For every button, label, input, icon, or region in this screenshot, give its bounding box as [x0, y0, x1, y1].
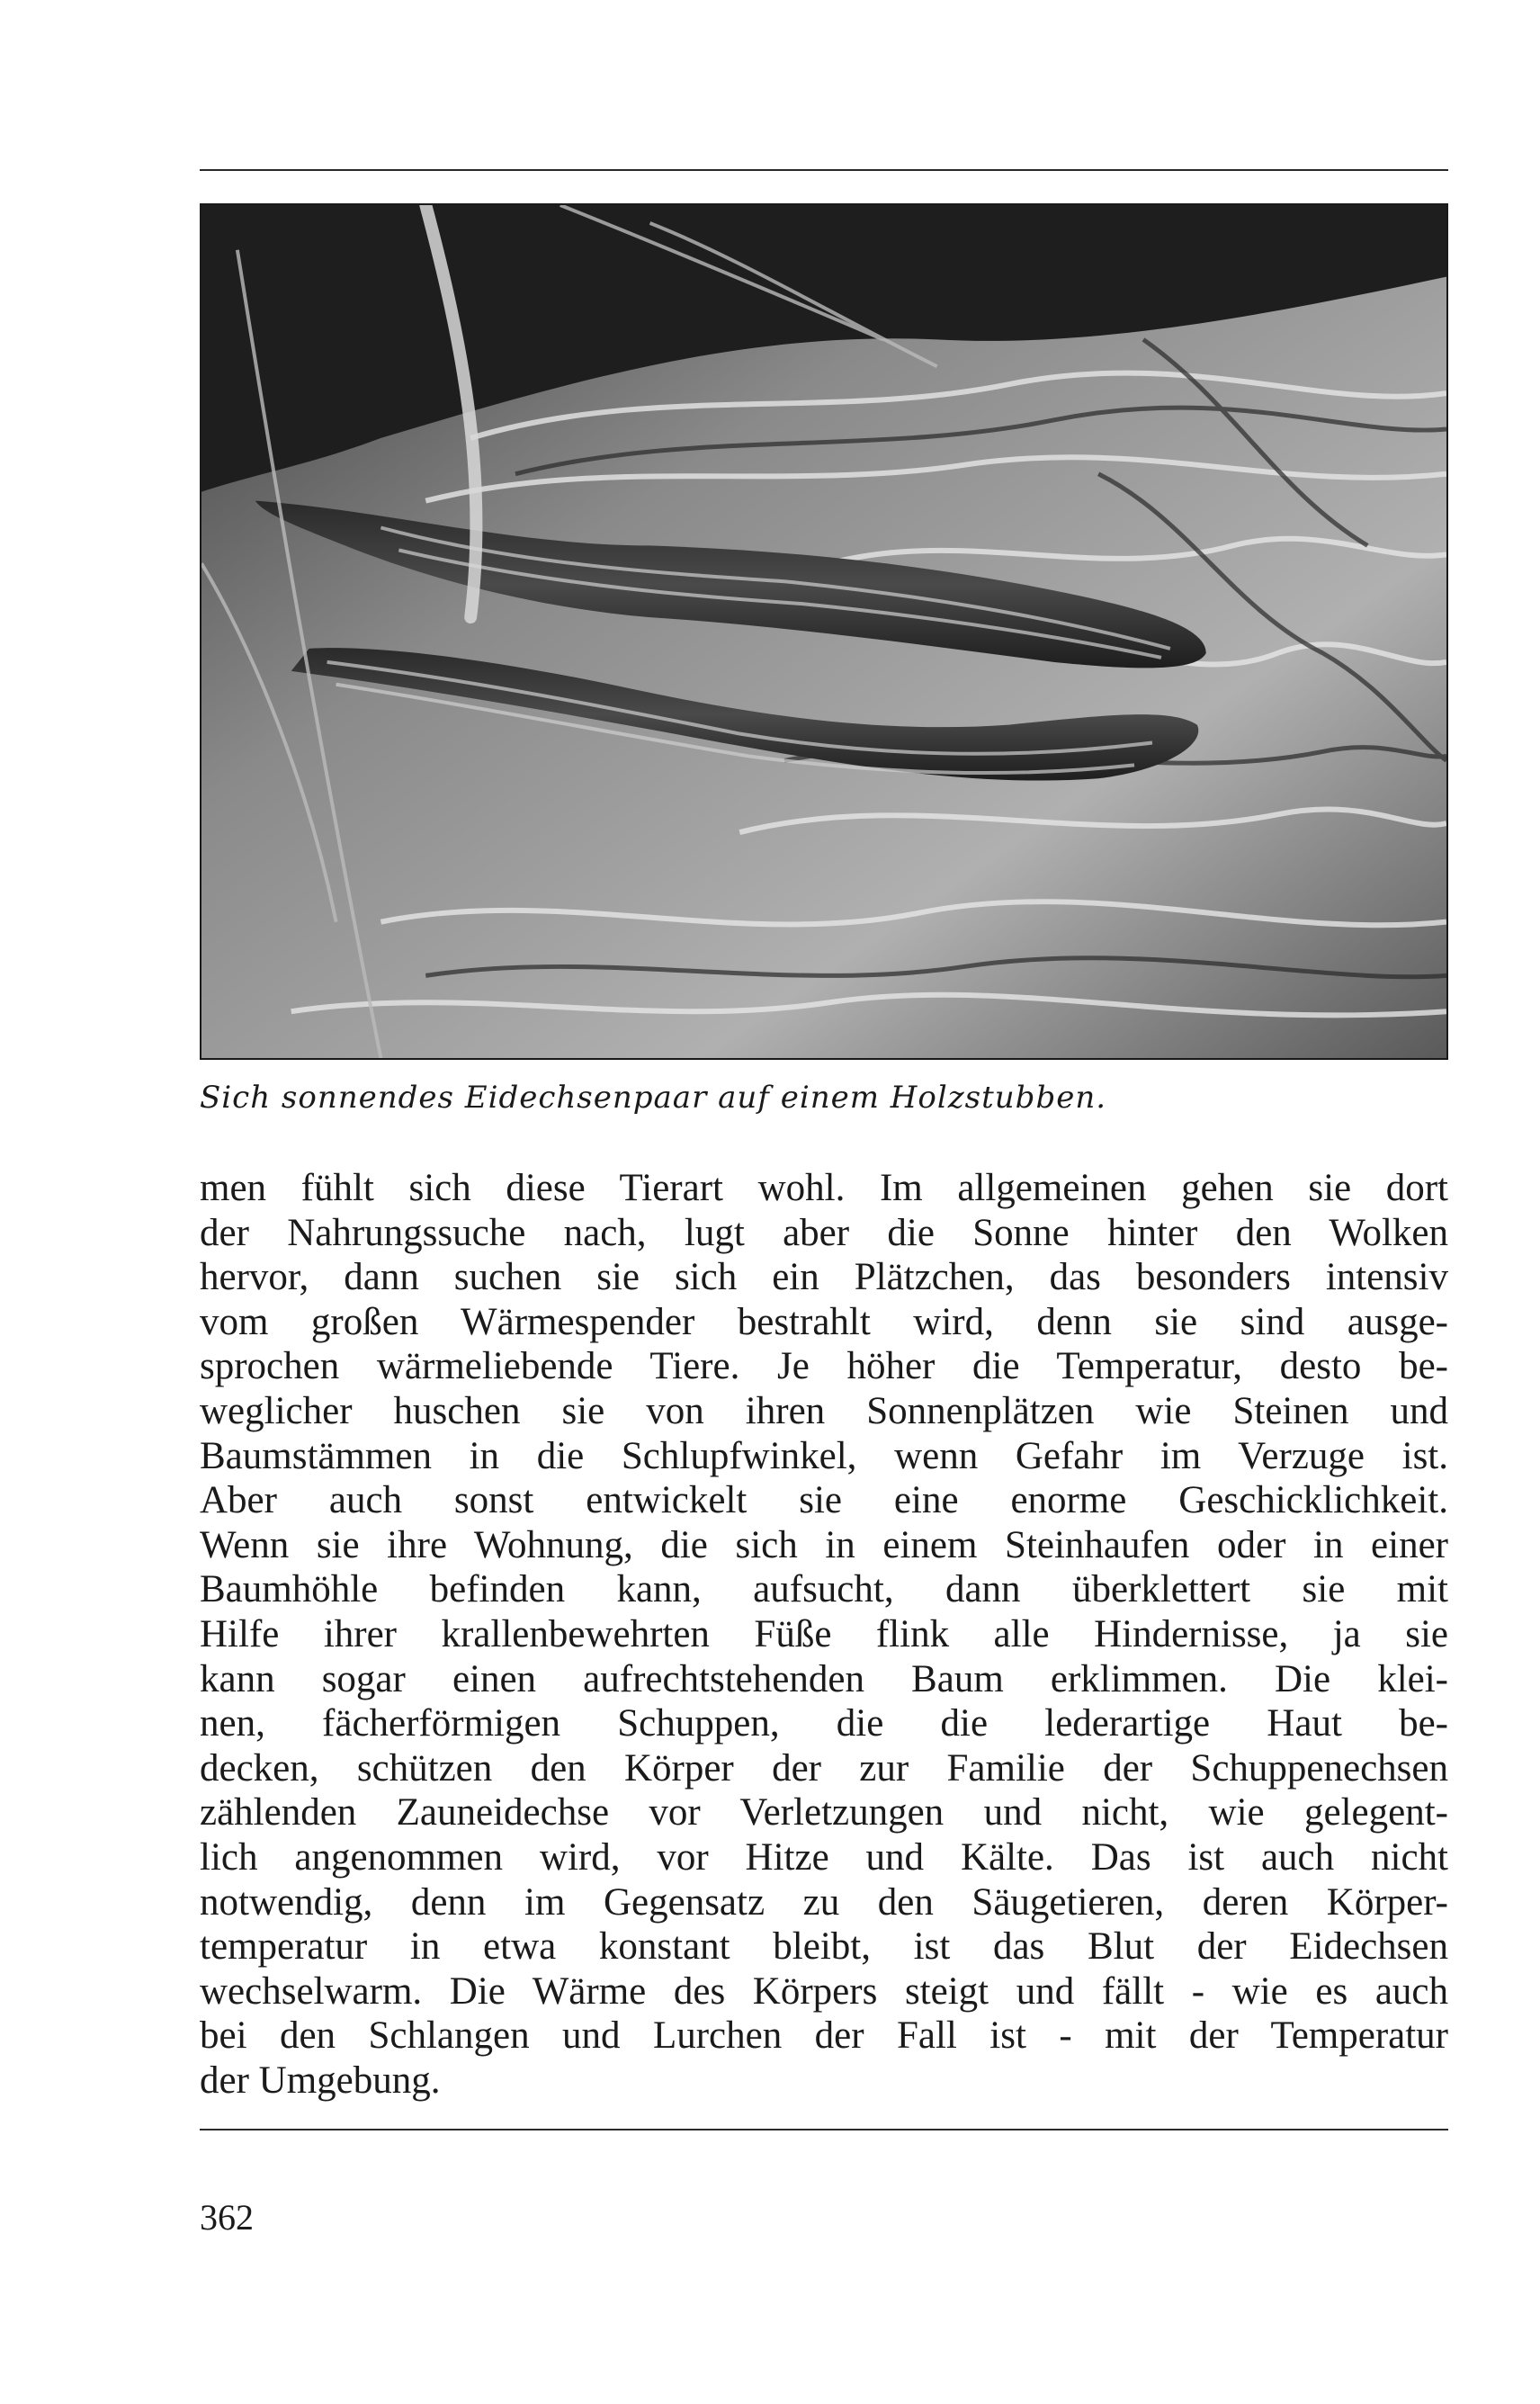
text-line: Wenn sie ihre Wohnung, die sich in einem Steinhaufen oder in einer [200, 1523, 1448, 1566]
text-line: wechselwarm. Die Wärme des Körpers steigt und fällt - wie es auch [200, 1969, 1448, 2013]
text-line: der Umgebung. [200, 2059, 441, 2102]
text-line: decken, schützen den Körper der zur Familie der Schuppenechsen [200, 1746, 1448, 1790]
text-line: Baumhöhle befinden kann, aufsucht, dann überklettert sie mit [200, 1568, 1448, 1611]
text-line: zählenden Zauneidechse vor Verletzungen und nicht, wie gelegent- [200, 1791, 1448, 1834]
text-line: hervor, dann suchen sie sich ein Plätzchen, das besonders intensiv [200, 1256, 1448, 1299]
text-line: lich angenommen wird, vor Hitze und Kälte. Das ist auch nicht [200, 1835, 1448, 1879]
text-line: bei den Schlangen und Lurchen der Fall ist - mit der Temperatur [200, 2014, 1448, 2058]
text-line: notwendig, denn im Gegensatz zu den Säugetieren, deren Körper- [200, 1880, 1448, 1924]
text-line: der Nahrungssuche nach, lugt aber die Sonne hinter den Wolken [200, 1211, 1448, 1254]
text-line: weglicher huschen sie von ihren Sonnenplätzen wie Steinen und [200, 1389, 1448, 1432]
body-paragraph [200, 1166, 1448, 2103]
text-line: Hilfe ihrer krallenbewehrten Füße flink alle Hindernisse, ja sie [200, 1612, 1448, 1655]
text-line: Baumstämmen in die Schlupfwinkel, wenn Gefahr im Verzuge ist. [200, 1434, 1448, 1477]
text-line: temperatur in etwa konstant bleibt, ist das Blut der Eidechsen [200, 1925, 1448, 1969]
lizard-pair-image [201, 205, 1446, 1058]
text-line: kann sogar einen aufrechtstehenden Baum erklimmen. Die klei- [200, 1657, 1448, 1700]
page-number: 362 [200, 2197, 254, 2238]
bottom-rule [200, 2129, 1448, 2130]
text-line: nen, fächerförmigen Schuppen, die die lederartige Haut be- [200, 1702, 1448, 1745]
text-line: Aber auch sonst entwickelt sie eine enorme Geschicklichkeit. [200, 1479, 1448, 1522]
text-line: vom großen Wärmespender bestrahlt wird, denn sie sind ausge- [200, 1300, 1448, 1343]
text-line: sprochen wärmeliebende Tiere. Je höher die Temperatur, desto be- [200, 1345, 1448, 1388]
text-line: men fühlt sich diese Tierart wohl. Im allgemeinen gehen sie dort [200, 1167, 1448, 1209]
top-rule [200, 169, 1448, 171]
figure-caption: Sich sonnendes Eidechsenpaar auf einem Holzstubben. [200, 1080, 1107, 1116]
lizard-photo [200, 203, 1448, 1060]
